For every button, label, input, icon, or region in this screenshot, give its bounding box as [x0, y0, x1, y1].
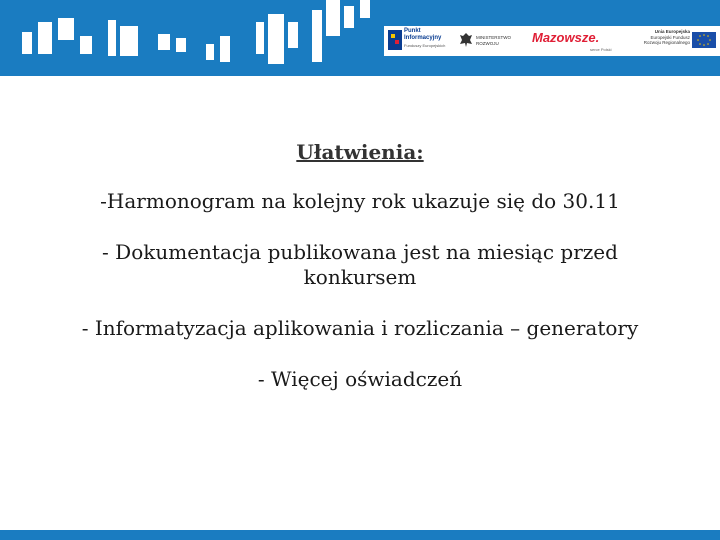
decor-block	[176, 38, 186, 52]
decor-block	[268, 14, 284, 64]
bullet-item: - Informatyzacja aplikowania i rozliczania – generatory	[81, 316, 639, 340]
eu-logo	[634, 26, 720, 56]
mazowsze-tagline: serce Polski	[590, 47, 612, 52]
decor-block	[220, 36, 230, 62]
mazowsze-logo	[530, 26, 622, 56]
decor-block	[58, 18, 74, 40]
decor-block	[120, 26, 138, 56]
slide-title: Ułatwienia:	[296, 140, 424, 164]
eu-line2: Europejski Fundusz	[650, 34, 690, 40]
decor-block	[326, 0, 340, 36]
decor-block	[22, 32, 32, 54]
slide-content	[0, 140, 720, 392]
fe-mark-icon	[388, 30, 402, 50]
bullet-item: - Więcej oświadczeń	[257, 367, 463, 391]
header-bar	[0, 0, 720, 76]
mazowsze-name: Mazowsze.	[532, 30, 600, 45]
decor-block	[80, 36, 92, 54]
eu-line1: Unia Europejska	[654, 29, 690, 34]
logo-strip	[384, 26, 720, 56]
decor-block	[38, 22, 52, 54]
decor-block	[108, 20, 116, 56]
decor-block	[256, 22, 264, 54]
ministry-logo	[460, 26, 522, 56]
footer-bar	[0, 530, 720, 540]
bullet-item: -Harmonogram na kolejny rok ukazuje się do 30.11	[100, 189, 620, 213]
ministry-line1: MINISTERSTWO	[476, 35, 511, 40]
eagle-emblem-icon	[460, 32, 472, 48]
decor-block	[312, 10, 322, 62]
ministry-line2: ROZWOJU	[476, 41, 499, 46]
punkt-line3: Funduszy Europejskich	[404, 43, 446, 48]
decor-block	[206, 44, 214, 60]
bullet-item: - Dokumentacja publikowana jest na miesiąc przed konkursem	[102, 240, 618, 289]
decor-block	[158, 34, 170, 50]
punkt-line2: Informacyjny	[404, 35, 442, 41]
punkt-informacyjny-logo	[386, 26, 456, 56]
decor-block	[288, 22, 298, 48]
eu-flag-icon	[692, 32, 716, 48]
eu-line3: Rozwoju Regionalnego	[643, 40, 690, 45]
punkt-line1: Punkt	[404, 28, 421, 34]
decor-block	[344, 6, 354, 28]
decor-block	[360, 0, 370, 18]
